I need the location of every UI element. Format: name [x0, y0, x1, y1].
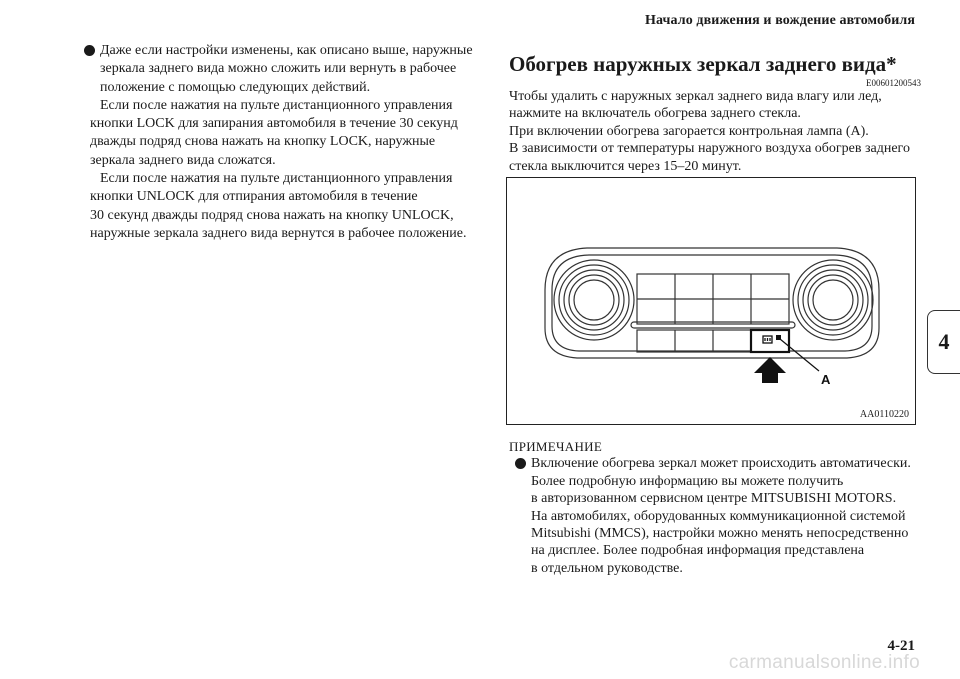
right-column — [509, 52, 919, 175]
text-line: Чтобы удалить с наружных зеркал заднего вида влагу или лед, — [509, 89, 882, 104]
text-line: При включении обогрева загорается контрольная лампа (A). — [509, 123, 869, 139]
climate-panel-figure — [506, 177, 916, 425]
text-line: стекла выключится через 15–20 минут. — [509, 158, 742, 174]
text-line: На автомобилях, оборудованных коммуникационной системой — [531, 508, 906, 524]
text-line: наружные зеркала заднего вида вернутся в рабочее положение. — [90, 225, 467, 241]
note-block — [509, 438, 919, 577]
paragraph-unlock — [84, 170, 484, 243]
reference-code: E00601200543 — [866, 78, 921, 88]
text-line: в авторизованном сервисном центре MITSUBISHI MOTORS. — [531, 491, 897, 507]
figure-code: AA0110220 — [859, 409, 909, 420]
text-line: Более подробную информацию вы можете получить — [531, 473, 844, 489]
text-line: Включение обогрева зеркал может происходить автоматически. — [531, 456, 911, 472]
chapter-number: 4 — [938, 329, 950, 354]
climate-panel-illustration — [507, 178, 917, 426]
bullet-icon — [515, 458, 526, 469]
section-heading: Обогрев наружных зеркал заднего вида* — [509, 52, 897, 76]
text-line: положение с помощью следующих действий. — [100, 79, 371, 95]
text-line: Mitsubishi (MMCS), настройки можно менять непосредственно — [531, 526, 909, 542]
text-line: В зависимости от температуры наружного воздуха обогрев заднего — [509, 141, 910, 157]
paragraph-lock — [84, 97, 484, 170]
text-line: дважды подряд снова нажать на кнопку LOCK, наружные — [90, 134, 436, 150]
text-line: 30 секунд дважды подряд снова нажать на кнопку UNLOCK, — [90, 207, 454, 223]
text-line: кнопки LOCK для запирания автомобиля в течение 30 секунд — [90, 116, 458, 132]
page-number: 4-21 — [887, 638, 915, 654]
text-line: нажмите на включатель обогрева заднего стекла. — [509, 106, 801, 122]
callout-label-a: A — [821, 372, 831, 387]
chapter-tab — [927, 310, 960, 374]
section-body — [509, 88, 919, 175]
text-line: кнопки UNLOCK для отпирания автомобиля в течение — [90, 189, 418, 205]
bullet-icon — [84, 45, 95, 56]
note-title: ПРИМЕЧАНИЕ — [509, 439, 603, 454]
left-column — [84, 42, 484, 243]
bullet-item — [84, 42, 484, 97]
text-line: зеркала заднего вида сложатся. — [90, 152, 276, 168]
note-bullet-item — [509, 455, 919, 577]
text-line: Даже если настройки изменены, как описано выше, наружные — [100, 43, 473, 58]
leader-line — [780, 339, 819, 371]
text-line: Если после нажатия на пульте дистанционного управления — [100, 171, 453, 187]
running-header: Начало движения и вождение автомобиля — [645, 13, 915, 28]
text-line: зеркала заднего вида можно сложить или вернуть в рабочее — [100, 61, 457, 77]
arrow-up-icon — [754, 357, 786, 383]
text-line: Если после нажатия на пульте дистанционного управления — [100, 97, 453, 113]
watermark: carmanualsonline.info — [728, 652, 920, 673]
text-line: на дисплее. Более подробная информация представлена — [531, 543, 865, 559]
text-line: в отдельном руководстве. — [531, 560, 683, 576]
